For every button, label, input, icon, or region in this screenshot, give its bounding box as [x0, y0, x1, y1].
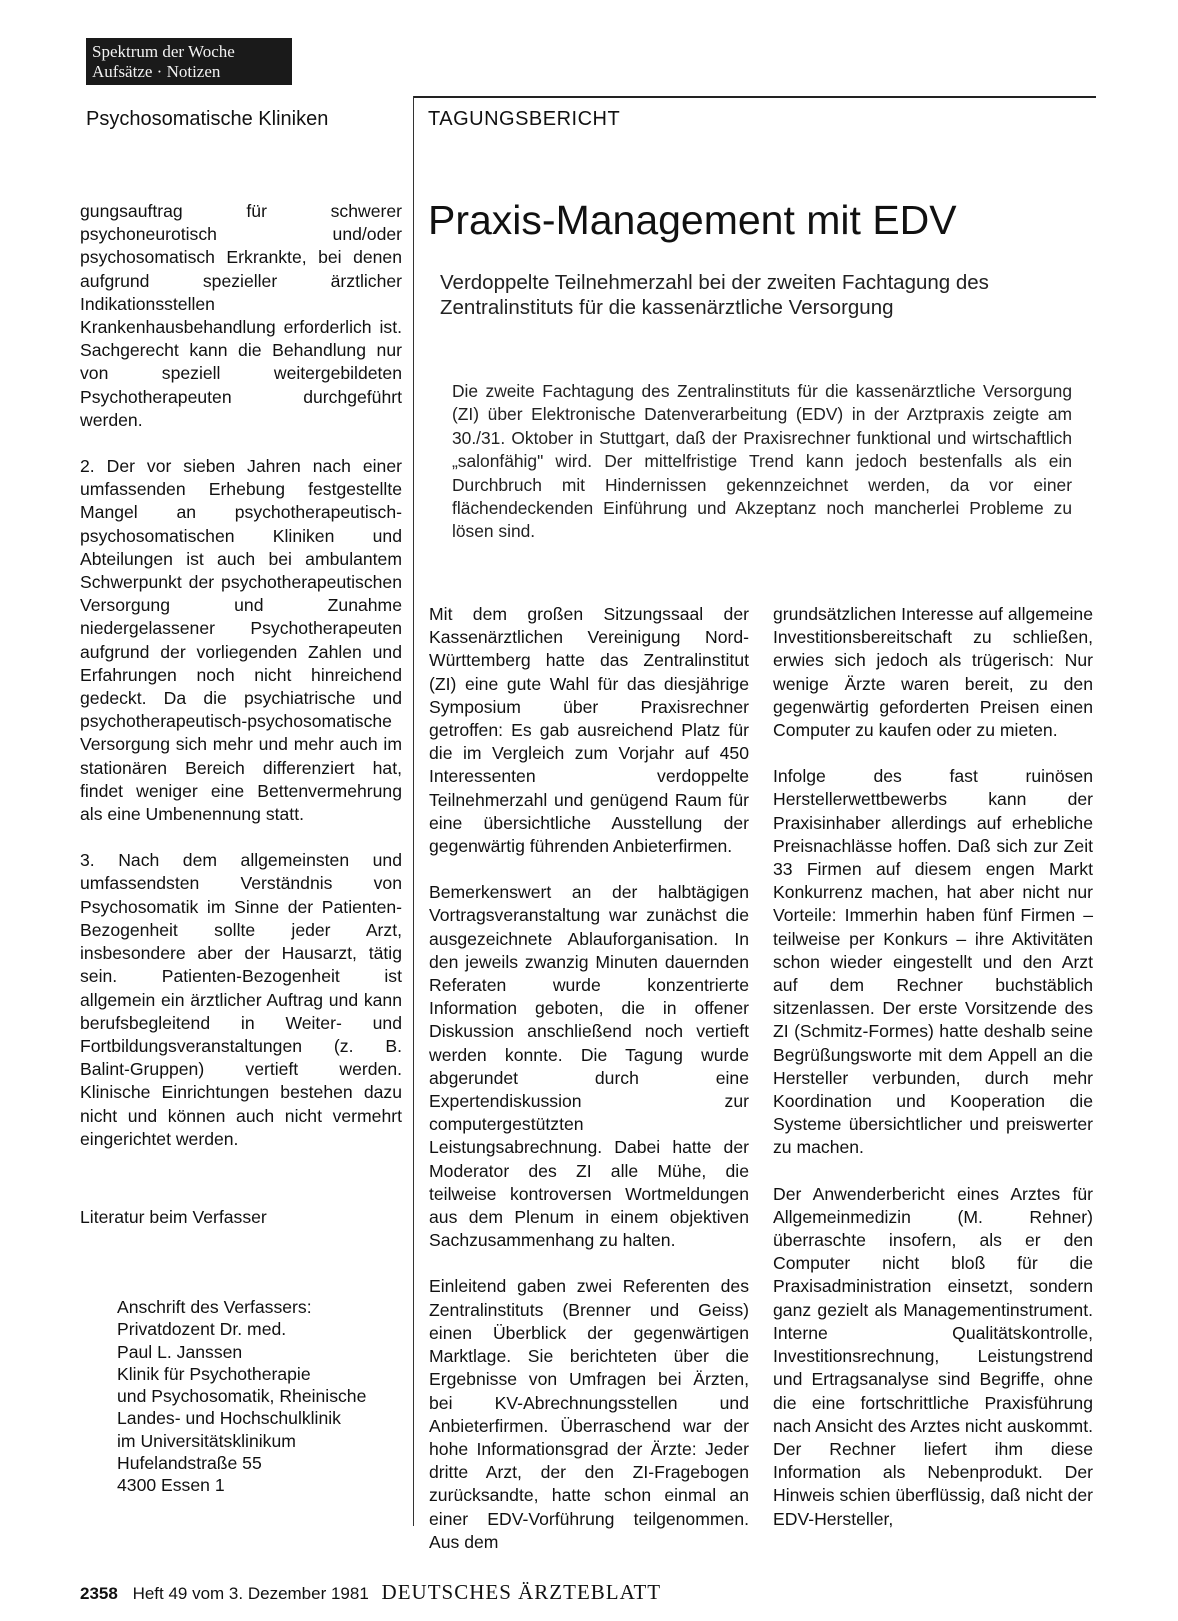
badge-line-1: Spektrum der Woche — [92, 42, 235, 61]
author-address — [117, 1296, 366, 1497]
article-paragraph: Einleitend gaben zwei Referenten des Zentralinstituts (Brenner und Geiss) einen Überblick der gegenwärtigen Marktlage. Sie berichteten über die Ergebnisse von Umfragen bei Ärzten, bei KV-Abrechnungsstellen und Anbieterfirmen. Überraschend war der hohe Informationsgrad der Ärzte: Jeder dritte Arzt, der den ZI-Fragebogen zurücksandte, hatte schon einmal an einer EDV-Vorführung teilgenommen. Aus dem — [429, 1276, 749, 1552]
left-section-label: Psychosomatische Kliniken — [86, 108, 329, 130]
address-line: und Psychosomatik, Rheinische — [117, 1386, 367, 1407]
address-line: Paul L. Janssen — [117, 1341, 243, 1362]
article-column-3 — [773, 603, 1093, 1554]
article-column-2 — [429, 603, 749, 1577]
article-paragraph: Mit dem großen Sitzungssaal der Kassenärztlichen Vereinigung Nord-Württemberg hatte das Zentralinstitut (ZI) eine gute Wahl für das diesjährige Symposium über Praxisrechner getroffen: Es gab ausreichend Platz für die im Vergleich zum Vorjahr auf 450 Interessenten verdoppelte Teilnehmerzahl und genügend Raum für eine übersichtliche Ausstellung der gegenwärtig führenden Anbieterfirmen. — [429, 604, 749, 857]
literature-note: Literatur beim Verfasser — [80, 1207, 267, 1227]
section-badge — [86, 38, 292, 85]
page-number: 2358 — [80, 1584, 118, 1603]
address-line: Privatdozent Dr. med. — [117, 1319, 287, 1340]
address-line: 4300 Essen 1 — [117, 1475, 225, 1496]
article-paragraph: Bemerkenswert an der halbtägigen Vortragsveranstaltung war zunächst die ausgezeichnete Ablauforganisation. In den jeweils zwanzig Minuten dauernden Referaten wurde konzentrierte Information geboten, die in offener Diskussion anschließend noch vertieft werden konnte. Die Tagung wurde abgerundet durch eine Expertendiskussion zur computergestützten Leistungsabrechnung. Dabei hatte der Moderator des ZI alle Mühe, die teilweise kontroversen Wortmeldungen aus dem Plenum in einem objektiven Sachzusammenhang zu halten. — [429, 882, 749, 1251]
article-subtitle: Verdoppelte Teilnehmerzahl bei der zweiten Fachtagung des Zentralinstituts für die kassenärztliche Versorgung — [440, 271, 989, 319]
column-divider — [413, 96, 414, 1526]
right-section-label: TAGUNGSBERICHT — [428, 108, 621, 130]
header-rule — [413, 96, 1096, 98]
left-paragraph-3: 3. Nach dem allgemeinsten und umfassendsten Verständnis von Psychosomatik im Sinne der Patienten-Bezogenheit sollte jeder Arzt, insbesondere aber der Hausarzt, tätig sein. Patienten-Bezogenheit ist allgemein ein ärztlicher Auftrag und kann berufsbegleitend in Weiter- und Fortbildungsveranstaltungen (z. B. Balint-Gruppen) vertieft werden. Klinische Einrichtungen bestehen dazu nicht und können auch nicht vermehrt eingerichtet werden. — [80, 850, 402, 1149]
journal-name: DEUTSCHES ÄRZTEBLATT — [381, 1580, 662, 1604]
address-line: Hufelandstraße 55 — [117, 1453, 262, 1474]
page-footer — [80, 1580, 661, 1605]
badge-line-2: Aufsätze · Notizen — [92, 62, 221, 81]
article-paragraph: grundsätzlichen Interesse auf allgemeine Investitionsbereitschaft zu schließen, erwies sich jedoch als trügerisch: Nur wenige Ärzte waren bereit, zu den gegenwärtig geforderten Preisen einen Computer zu kaufen oder zu mieten. — [773, 604, 1093, 741]
address-line: im Universitätsklinikum — [117, 1430, 296, 1451]
article-paragraph: Der Anwenderbericht eines Arztes für Allgemeinmedizin (M. Rehner) überraschte insofern, als er den Computer nicht bloß für die Praxisadministration einsetzt, sondern ganz gezielt als Managementinstrument. Interne Qualitätskontrolle, Investitionsrechnung, Leistungstrend und Ertragsanalyse sind Begriffe, ohne die eine fortschrittliche Praxisführung nach Ansicht des Arztes nicht auskommt. Der Rechner liefert ihm diese Information als Nebenprodukt. Der Hinweis schien überflüssig, daß nicht der EDV-Hersteller, — [773, 1183, 1093, 1529]
address-line: Klinik für Psychotherapie — [117, 1363, 311, 1384]
left-paragraph-2: 2. Der vor sieben Jahren nach einer umfassenden Erhebung festgestellte Mangel an psychotherapeutisch-psychosomatischen Kliniken und Abteilungen ist auch bei ambulantem Schwerpunkt der psychotherapeutischen Versorgung und Zunahme niedergelassener Psychotherapeuten aufgrund der vorliegenden Zahlen und Erfahrungen noch nicht hinreichend gedeckt. Da die psychiatrische und psychotherapeutisch-psychosomatische Versorgung sich mehr und mehr auch im stationären Bereich differenziert hat, findet weniger eine Bettenvermehrung als eine Umbenennung statt. — [80, 456, 402, 825]
left-article-column — [80, 200, 402, 1174]
article-title: Praxis-Management mit EDV — [428, 197, 957, 243]
address-line: Landes- und Hochschulklinik — [117, 1408, 341, 1429]
article-paragraph: Infolge des fast ruinösen Herstellerwettbewerbs kann der Praxisinhaber allerdings auf erhebliche Preisnachlässe hoffen. Daß sich zur Zeit 33 Firmen auf diesem engen Markt Konkurrenz machen, hat aber nicht nur Vorteile: Immerhin haben fünf Firmen – teilweise per Konkurs – ihre Aktivitäten schon wieder eingestellt und den Arzt auf dem Rechner buchstäblich sitzenlassen. Der erste Vorsitzende des ZI (Schmitz-Formes) hatte deshalb seine Begrüßungsworte mit dem Appell an die Hersteller verbunden, durch mehr Koordination und Kooperation die Systeme übersichtlicher und preiswerter zu machen. — [773, 766, 1093, 1158]
left-paragraph-1: gungsauftrag für schwerer psychoneurotisch und/oder psychosomatisch Erkrankte, bei denen aufgrund spezieller ärztlicher Indikationsstellen Krankenhausbehandlung erforderlich ist. Sachgerecht kann die Behandlung nur von speziell weitergebildeten Psychotherapeuten durchgeführt werden. — [80, 201, 402, 430]
issue-info: Heft 49 vom 3. Dezember 1981 — [132, 1584, 369, 1603]
address-line: Anschrift des Verfassers: — [117, 1297, 312, 1317]
article-abstract: Die zweite Fachtagung des Zentralinstituts für die kassenärztliche Versorgung (ZI) über Elektronische Datenverarbeitung (EDV) in der Arztpraxis zeigte am 30./31. Oktober in Stuttgart, daß der Praxisrechner funktional und wirtschaftlich „salonfähig" wird. Der mittelfristige Trend kann jedoch bestenfalls als ein Durchbruch mit Hindernissen gekennzeichnet werden, da vor einer flächendeckenden Einführung und Akzeptanz noch mancherlei Probleme zu lösen sind. — [452, 381, 1072, 542]
